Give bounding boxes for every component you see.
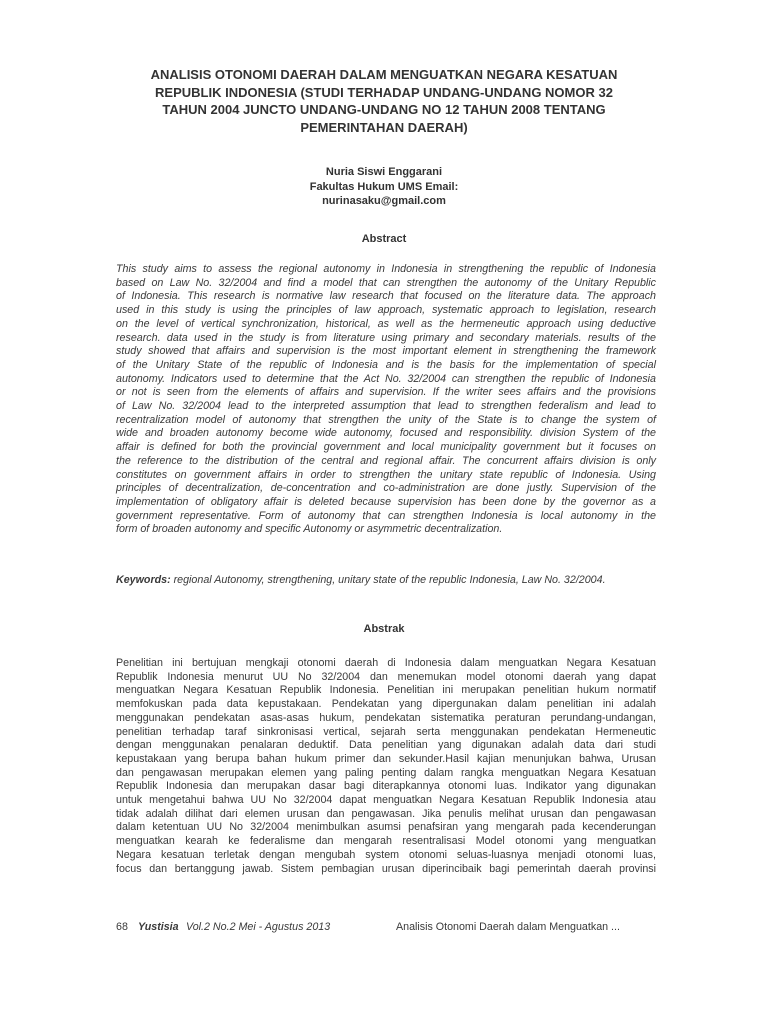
title-line: REPUBLIK INDONESIA (STUDI TERHADAP UNDANG-UNDANG NOMOR 32 xyxy=(155,84,613,100)
abstract-line: recentralization model of autonomy that strengthen the unity of the State is to change the system of xyxy=(116,413,656,426)
abstrak-line: focus dan bertanggung jawab. Sistem pembagian urusan diperincibaik bagi pemerintah daerah provinsi xyxy=(116,862,656,875)
title-line: TAHUN 2004 JUNCTO UNDANG-UNDANG NO 12 TAHUN 2008 TENTANG xyxy=(162,102,606,117)
author-name: Nuria Siswi Enggarani xyxy=(325,166,443,178)
keywords xyxy=(116,573,656,587)
abstrak-line: dalam ketentuan UU No 32/2004 menimbulkan asumsi penafsiran yang mengarah pada kecenderungan xyxy=(116,821,656,834)
abstract-line: principles of decentralization, de-concentration and co-administration are done justly. Supervision of the xyxy=(116,482,656,495)
abstract-line: or not is seen from the elements of affairs and supervision. If the writer sees affairs and the provisions xyxy=(116,386,656,399)
abstract-line: on the level of vertical synchronization, historical, as well as the hermeneutic approach using deductive xyxy=(116,317,656,330)
page-number: 68 xyxy=(116,921,128,933)
abstract-line: form of broaden autonomy and specific Autonomy or asymmetric decentralization. xyxy=(116,523,503,536)
title-line: PEMERINTAHAN DAERAH) xyxy=(300,119,468,135)
keywords-label: Keywords: xyxy=(116,574,171,586)
abstrak-line: Negara kesatuan terletak dengan mengubah system otonomi seluas-luasnya menjadi otonomi luas, xyxy=(116,848,656,861)
page-footer xyxy=(116,921,656,935)
abstrak-line: penelitian terhadap taraf sinkronisasi vertical, sejarah serta menggunakan pendekatan Hermeneutic xyxy=(116,725,656,738)
author-email: nurinasaku@gmail.com xyxy=(322,195,446,207)
abstract-indonesian xyxy=(116,657,656,876)
abstract-english xyxy=(116,263,656,537)
abstrak-line: dan pengawasan merupakan elemen yang paling penting dalam rangka menguatkan Negara Kesatuan xyxy=(116,766,656,779)
author-block xyxy=(118,165,650,209)
abstract-line: wide and broaden autonomy become wide autonomy, focused and responsibility. division System of the xyxy=(116,427,656,440)
abstrak-line: kepustakaan yang berupa bahan hukum primer dan sekunder.Hasil kajian menunjukan bahwa, Urusan xyxy=(116,752,656,765)
author-affiliation: Fakultas Hukum UMS Email: xyxy=(309,180,459,193)
abstrak-line: menguatkan kearah ke federalisme dan mengarah resentralisasi Model otonomi yang menguatkan xyxy=(116,835,656,848)
abstract-line: constitutes on government affairs in order to strengthen the unitary state republic of Indonesia. Using xyxy=(116,468,656,481)
abstrak-line: Republik Indonesia menurut UU No 32/2004 dan menemukan model otonomi daerah yang dapat xyxy=(116,670,656,683)
abstrak-line: tidak adalah dilihat dari elemen urusan dan pengawasan. Jika penulis melihat urusan dan pengawasan xyxy=(116,807,656,820)
abstract-line: This study aims to assess the regional autonomy in Indonesia in strengthening the republic of Indonesia xyxy=(116,263,656,275)
abstract-line: based on Law No. 32/2004 and find a model that can strengthen the autonomy of the Unitary Republic xyxy=(116,276,656,289)
abstract-line: implementation of obligatory affair is deleted because supervision has been done by the governor as a xyxy=(116,495,656,508)
abstract-line: of Indonesia. This research is normative law research that focused on the literature data. The approach xyxy=(116,290,656,303)
abstract-line: research. data used in the study is from literature using primary and secondary materials. results of the xyxy=(116,331,656,344)
abstract-line: used in this study is using the principles of law approach, systematic approach to legislation, research xyxy=(116,304,656,317)
abstract-line: autonomy. Indicators used to determine that the Act No. 32/2004 can strengthen the republic of Indonesia xyxy=(116,372,656,385)
abstrak-line: dengan menggunakan penalaran deduktif. Data penelitian yang digunakan adalah data dari studi xyxy=(116,739,656,752)
paper-title xyxy=(118,66,650,136)
abstract-line: government representative. Form of autonomy that can strengthen Indonesia is local autonomy in the xyxy=(116,509,656,522)
abstrak-line: Penelitian ini bertujuan mengkaji otonomi daerah di Indonesia dalam menguatkan Negara Kesatuan xyxy=(116,657,656,669)
journal-name: Yustisia xyxy=(138,921,179,933)
running-title: Analisis Otonomi Daerah dalam Menguatkan ... xyxy=(396,921,620,933)
abstract-line: affair is defined for both the provincial government and local municipality government but it focuses on xyxy=(116,441,656,454)
keywords-text: regional Autonomy, strengthening, unitary state of the republic Indonesia, Law No. 32/2004. xyxy=(170,574,606,586)
journal-issue: Vol.2 No.2 Mei - Agustus 2013 xyxy=(186,921,331,933)
abstract-line: the reference to the distribution of the central and regional affair. The concurrent affairs division is only xyxy=(116,454,656,467)
title-line: ANALISIS OTONOMI DAERAH DALAM MENGUATKAN NEGARA KESATUAN xyxy=(150,67,618,82)
abstract-heading: Abstract xyxy=(361,233,407,245)
abstrak-line: memfokuskan pada data kepustakaan. Pendekatan yang dipergunakan dalam penelitian ini adalah xyxy=(116,698,656,711)
abstrak-heading: Abstrak xyxy=(363,623,405,635)
abstract-line: study showed that affairs and supervision is the most important element in strengthening the framework xyxy=(116,345,656,358)
abstract-line: of Law No. 32/2004 lead to the interpreted assumption that lead to strengthen federalism and lead to xyxy=(116,400,656,413)
abstrak-line: Republik Indonesia dan merupakan dasar bagi diterapkannya otonomi luas. Indikator yang digunakan xyxy=(116,780,656,793)
abstrak-line: menggunakan pendekatan asas-asas hukum, pendekatan sistematika peraturan perundang-undangan, xyxy=(116,711,656,724)
abstrak-line: untuk mengetahui bahwa UU No 32/2004 dapat menguatkan Negara Kesatuan Republik Indonesia atau xyxy=(116,794,656,807)
abstract-line: of the Unitary State of the republic of Indonesia and is the basis for the implementation of special xyxy=(116,358,656,371)
abstrak-line: menguatkan Negara Kesatuan Republik Indonesia. Penelitian ini merupakan penelitian hukum normatif xyxy=(116,684,656,697)
